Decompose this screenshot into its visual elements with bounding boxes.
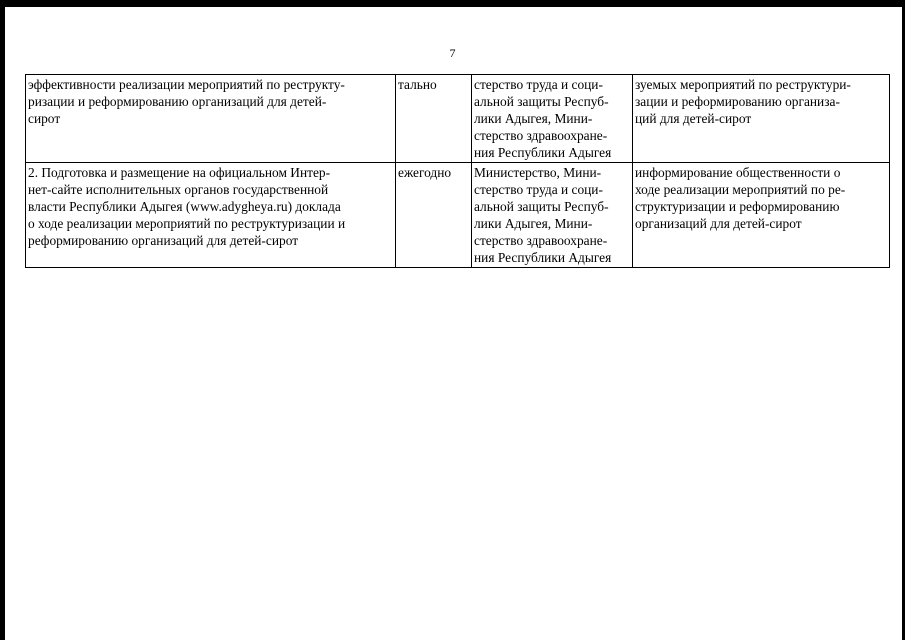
period-text: ежегодно [398, 165, 452, 180]
page-number: 7 [449, 46, 456, 60]
period-cell [396, 75, 472, 163]
result-cell [633, 75, 890, 163]
executor-text: стерство труда и соци- альной защиты Респуб- лики Адыгея, Мини- стерство здравоохране- ния Республики Адыгея [474, 77, 612, 160]
executor-cell [472, 75, 633, 163]
scan-top-border [0, 0, 905, 7]
table-row [26, 163, 890, 268]
table-row [26, 75, 890, 163]
period-text: тально [398, 77, 437, 92]
measures-table [25, 74, 890, 268]
activity-cell [26, 75, 396, 163]
result-text: зуемых мероприятий по реструктури- зации и реформированию организа- ций для детей-сирот [635, 77, 851, 126]
activity-cell [26, 163, 396, 268]
activity-text: 2. Подготовка и размещение на официальном Интер- нет-сайте исполнительных органов государственной власти Республики Адыгея (www.adygheya.ru) доклада о ходе реализации мероприятий по реструктуризации и реформированию организаций для детей-сирот [28, 165, 346, 248]
result-cell [633, 163, 890, 268]
result-text: информирование общественности о ходе реализации мероприятий по ре- структуризации и реформированию организаций для детей-сирот [635, 165, 846, 231]
executor-cell [472, 163, 633, 268]
scan-left-border [0, 0, 5, 640]
executor-text: Министерство, Мини- стерство труда и соци- альной защиты Респуб- лики Адыгея, Мини- стерство здравоохране- ния Республики Адыгея [474, 165, 612, 265]
activity-text: эффективности реализации мероприятий по реструкту- ризации и реформированию организаций для детей- сирот [28, 77, 345, 126]
period-cell [396, 163, 472, 268]
